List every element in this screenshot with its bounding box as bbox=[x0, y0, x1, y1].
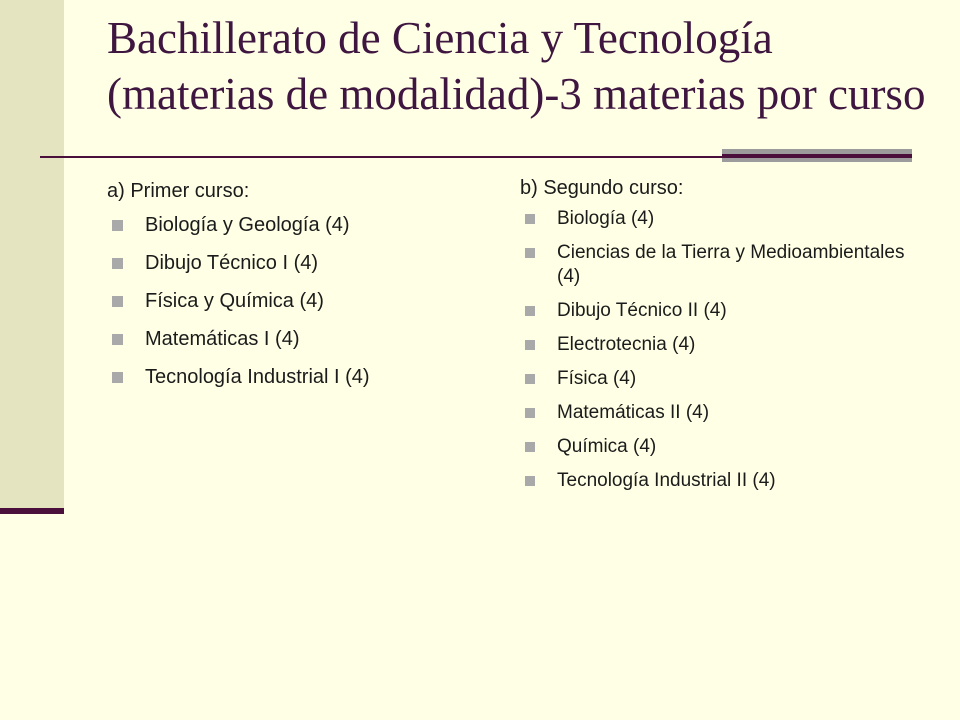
second-year-list bbox=[520, 207, 920, 493]
square-bullet-icon bbox=[525, 408, 535, 418]
second-year-heading: b) Segundo curso: bbox=[520, 177, 684, 199]
square-bullet-icon bbox=[525, 442, 535, 452]
second-year-column bbox=[520, 175, 920, 503]
square-bullet-icon bbox=[112, 334, 123, 345]
square-bullet-icon bbox=[525, 248, 535, 258]
first-year-column bbox=[107, 178, 487, 402]
list-item bbox=[107, 250, 487, 276]
list-item bbox=[520, 241, 920, 289]
square-bullet-icon bbox=[525, 306, 535, 316]
list-item-label: Matemáticas I (4) bbox=[145, 328, 300, 350]
list-item bbox=[520, 333, 920, 357]
list-item-label: Matemáticas II (4) bbox=[557, 402, 710, 423]
list-item bbox=[107, 288, 487, 314]
slide-title: Bachillerato de Ciencia y Tecnología (materias de modalidad)-3 materias por curso bbox=[107, 13, 926, 119]
square-bullet-icon bbox=[525, 214, 535, 224]
side-bar-accent bbox=[0, 508, 64, 514]
list-item-label: Tecnología Industrial I (4) bbox=[145, 366, 370, 388]
square-bullet-icon bbox=[112, 220, 123, 231]
square-bullet-icon bbox=[525, 476, 535, 486]
first-year-list bbox=[107, 212, 487, 390]
list-item bbox=[107, 326, 487, 352]
list-item bbox=[520, 367, 920, 391]
list-item bbox=[107, 212, 487, 238]
title-rule bbox=[40, 156, 912, 158]
list-item-label: Dibujo Técnico I (4) bbox=[145, 252, 319, 274]
list-item bbox=[520, 207, 920, 231]
list-item bbox=[520, 435, 920, 459]
list-item-label: Biología (4) bbox=[557, 208, 655, 229]
square-bullet-icon bbox=[112, 258, 123, 269]
list-item-label: Química (4) bbox=[557, 436, 657, 457]
square-bullet-icon bbox=[525, 374, 535, 384]
list-item-label: Dibujo Técnico II (4) bbox=[557, 300, 727, 321]
side-decoration-bar bbox=[0, 0, 64, 510]
list-item bbox=[520, 299, 920, 323]
square-bullet-icon bbox=[112, 296, 123, 307]
first-year-heading: a) Primer curso: bbox=[107, 180, 250, 202]
list-item-label: Física y Química (4) bbox=[145, 290, 324, 312]
list-item bbox=[520, 401, 920, 425]
square-bullet-icon bbox=[525, 340, 535, 350]
list-item-label: Ciencias de la Tierra y Medioambientales (4) bbox=[557, 242, 905, 287]
list-item bbox=[520, 469, 920, 493]
list-item-label: Física (4) bbox=[557, 368, 637, 389]
list-item-label: Electrotecnia (4) bbox=[557, 334, 696, 355]
list-item-label: Biología y Geología (4) bbox=[145, 214, 350, 236]
list-item bbox=[107, 364, 487, 390]
list-item-label: Tecnología Industrial II (4) bbox=[557, 470, 776, 491]
square-bullet-icon bbox=[112, 372, 123, 383]
